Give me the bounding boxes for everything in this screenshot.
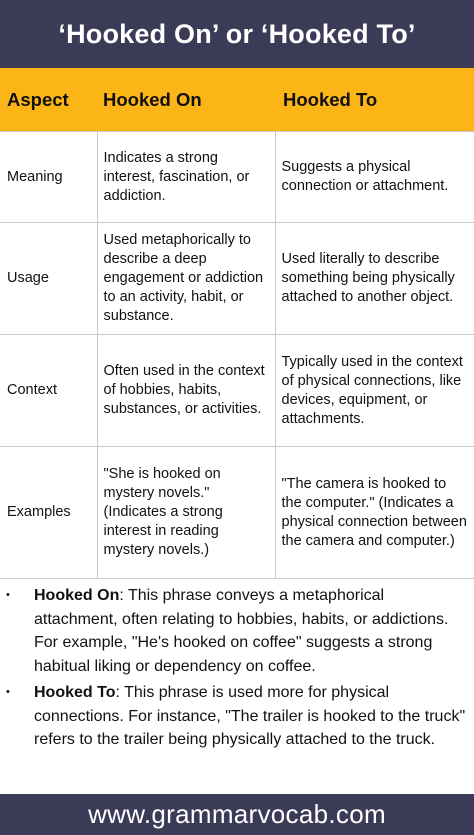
bullet-icon: • xyxy=(6,589,10,601)
list-item xyxy=(0,681,474,752)
table-row xyxy=(0,335,474,447)
list-item xyxy=(0,584,474,678)
title-banner xyxy=(0,0,474,68)
header-hooked-to: Hooked To xyxy=(275,68,474,132)
website-url: www.grammarvocab.com xyxy=(88,799,386,829)
hooked-to-cell: Typically used in the context of physical connections, like devices, equipment, or attachments. xyxy=(275,335,474,447)
aspect-cell: Context xyxy=(0,335,97,447)
page-title: ‘Hooked On’ or ‘Hooked To’ xyxy=(58,18,416,49)
header-hooked-on: Hooked On xyxy=(97,68,275,132)
hooked-to-cell: "The camera is hooked to the computer." (Indicates a physical connection between the camera and computer.) xyxy=(275,447,474,579)
hooked-on-cell: Indicates a strong interest, fascination, or addiction. xyxy=(97,132,275,223)
note-term: Hooked On xyxy=(34,587,120,604)
comparison-table xyxy=(0,68,474,579)
note-term: Hooked To xyxy=(34,684,116,701)
note-text: : This phrase is used more for physical connections. For instance, "The trailer is hooked to the truck" refers to the trailer being physically attached to the truck. xyxy=(34,684,466,748)
table-row xyxy=(0,223,474,335)
aspect-cell: Usage xyxy=(0,223,97,335)
explanation-list xyxy=(0,581,474,752)
aspect-cell: Examples xyxy=(0,447,97,579)
hooked-on-cell: Often used in the context of hobbies, habits, substances, or activities. xyxy=(97,335,275,447)
hooked-on-cell: "She is hooked on mystery novels." (Indicates a strong interest in reading mystery novels.) xyxy=(97,447,275,579)
bullet-icon: • xyxy=(6,686,10,698)
table-row xyxy=(0,132,474,223)
aspect-cell: Meaning xyxy=(0,132,97,223)
header-aspect: Aspect xyxy=(0,68,97,132)
hooked-to-cell: Used literally to describe something being physically attached to another object. xyxy=(275,223,474,335)
table-header-row xyxy=(0,68,474,132)
table-row xyxy=(0,447,474,579)
hooked-to-cell: Suggests a physical connection or attachment. xyxy=(275,132,474,223)
footer-banner xyxy=(0,794,474,835)
note-text: : This phrase conveys a metaphorical attachment, often relating to hobbies, habits, or addictions. For example, "He's hooked on coffee" suggests a strong habitual liking or dependency on coffee. xyxy=(34,587,449,675)
hooked-on-cell: Used metaphorically to describe a deep engagement or addiction to an activity, habit, or substance. xyxy=(97,223,275,335)
